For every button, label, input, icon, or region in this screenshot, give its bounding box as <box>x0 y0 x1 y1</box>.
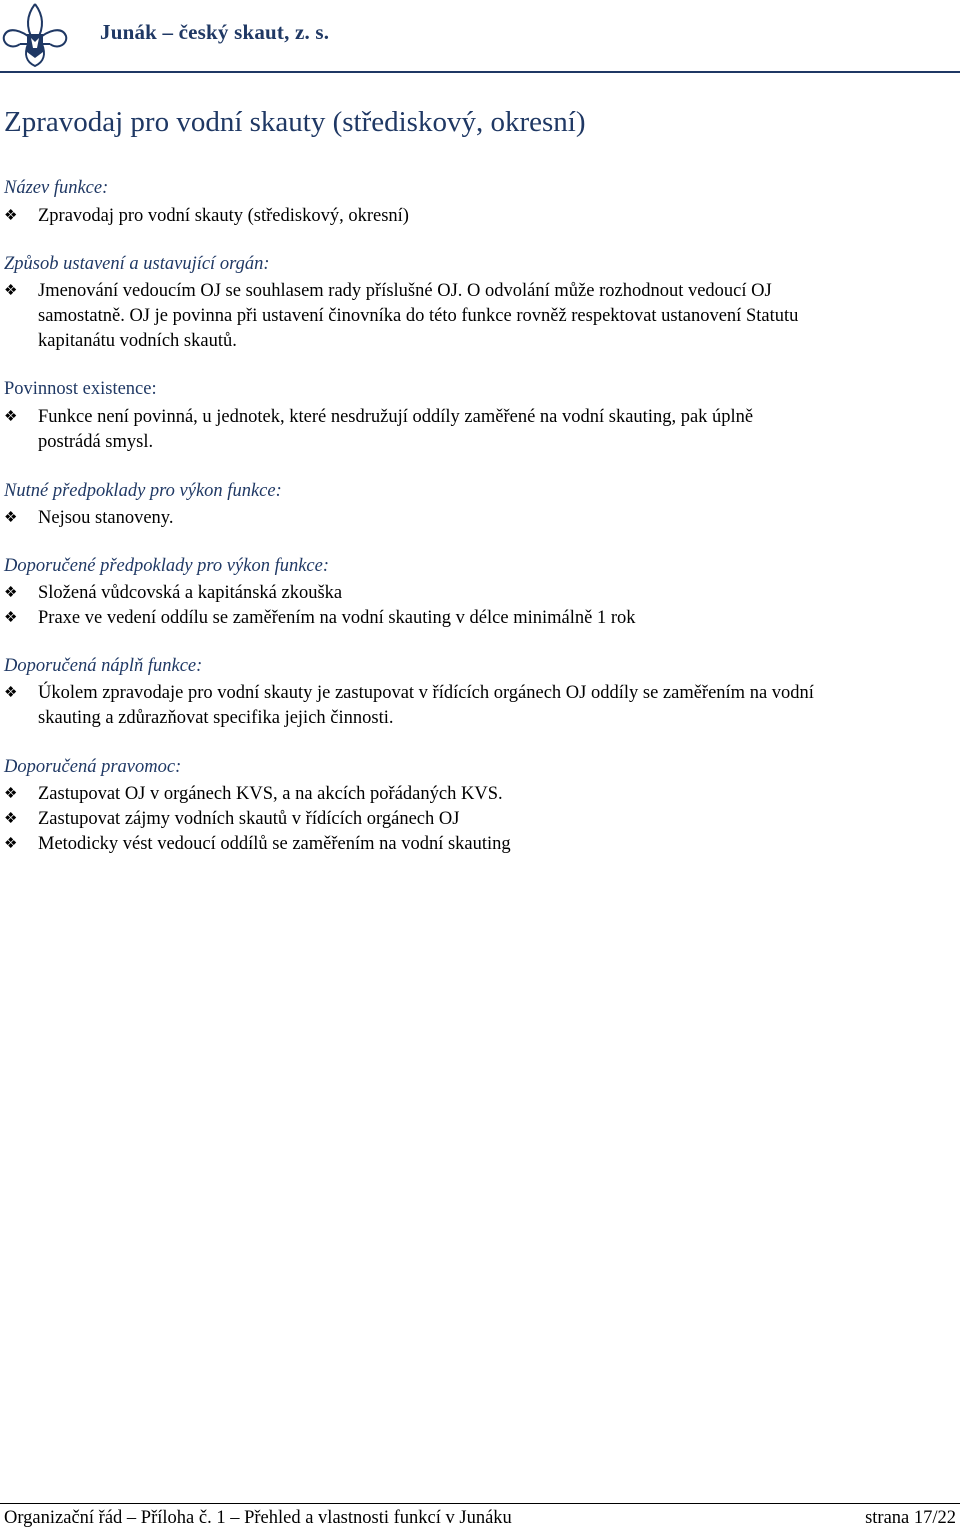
section-heading-pravomoc: Doporučená pravomoc: <box>4 757 182 777</box>
list-item-text: Metodicky vést vedoucí oddílů se zaměřením na vodní skauting <box>38 834 511 854</box>
footer-divider <box>0 1503 960 1504</box>
list-item-text: Nejsou stanoveny. <box>38 508 174 528</box>
bullet-icon: ❖ <box>4 610 18 626</box>
list-item-text: postrádá smysl. <box>38 432 154 452</box>
bullet-icon: ❖ <box>4 283 18 299</box>
organization-name: Junák – český skaut, z. s. <box>100 20 330 44</box>
section-heading-nazev: Název funkce: <box>4 178 109 198</box>
list-item-text: Jmenování vedoucím OJ se souhlasem rady příslušné OJ. O odvolání může rozhodnout vedoucí OJ <box>38 281 772 301</box>
list-item-text: kapitanátu vodních skautů. <box>38 331 237 351</box>
section-heading-povinnost: Povinnost existence: <box>4 379 157 399</box>
bullet-icon: ❖ <box>4 510 18 526</box>
section-heading-zpusob: Způsob ustavení a ustavující orgán: <box>4 254 270 274</box>
list-item-text: Zastupovat zájmy vodních skautů v řídících orgánech OJ <box>38 809 460 829</box>
list-item-text: skauting a zdůrazňovat specifika jejich činnosti. <box>38 708 394 728</box>
section-heading-nutne: Nutné předpoklady pro výkon funkce: <box>4 481 282 501</box>
list-item-text: Praxe ve vedení oddílu se zaměřením na vodní skauting v délce minimálně 1 rok <box>38 608 636 628</box>
list-item-text: samostatně. OJ je povinna při ustavení činovníka do této funkce rovněž respektovat ustanovení Statutu <box>38 306 799 326</box>
bullet-icon: ❖ <box>4 409 18 425</box>
page-header <box>0 0 960 72</box>
footer-document-name: Organizační řád – Příloha č. 1 – Přehled a vlastnosti funkcí v Junáku <box>4 1508 512 1528</box>
list-item-text: Složená vůdcovská a kapitánská zkouška <box>38 583 343 603</box>
list-item-text: Zastupovat OJ v orgánech KVS, a na akcích pořádaných KVS. <box>38 784 503 804</box>
bullet-icon: ❖ <box>4 786 18 802</box>
bullet-icon: ❖ <box>4 685 18 701</box>
bullet-icon: ❖ <box>4 836 18 852</box>
header-divider <box>0 71 960 73</box>
list-item-text: Funkce není povinná, u jednotek, které nesdružují oddíly zaměřené na vodní skauting, pak úplně <box>38 407 754 427</box>
bullet-icon: ❖ <box>4 811 18 827</box>
section-heading-doporucene: Doporučené předpoklady pro výkon funkce: <box>4 556 329 576</box>
section-heading-napln: Doporučená náplň funkce: <box>4 656 203 676</box>
list-item-text: Zpravodaj pro vodní skauty (střediskový, okresní) <box>38 206 409 226</box>
document-title: Zpravodaj pro vodní skauty (střediskový, okresní) <box>4 106 586 138</box>
bullet-icon: ❖ <box>4 585 18 601</box>
list-item-text: Úkolem zpravodaje pro vodní skauty je zastupovat v řídících orgánech OJ oddíly se zaměřením na vodní <box>38 683 814 703</box>
junak-lily-logo-icon <box>0 0 70 70</box>
bullet-icon: ❖ <box>4 208 18 224</box>
page-number: strana 17/22 <box>865 1508 956 1528</box>
